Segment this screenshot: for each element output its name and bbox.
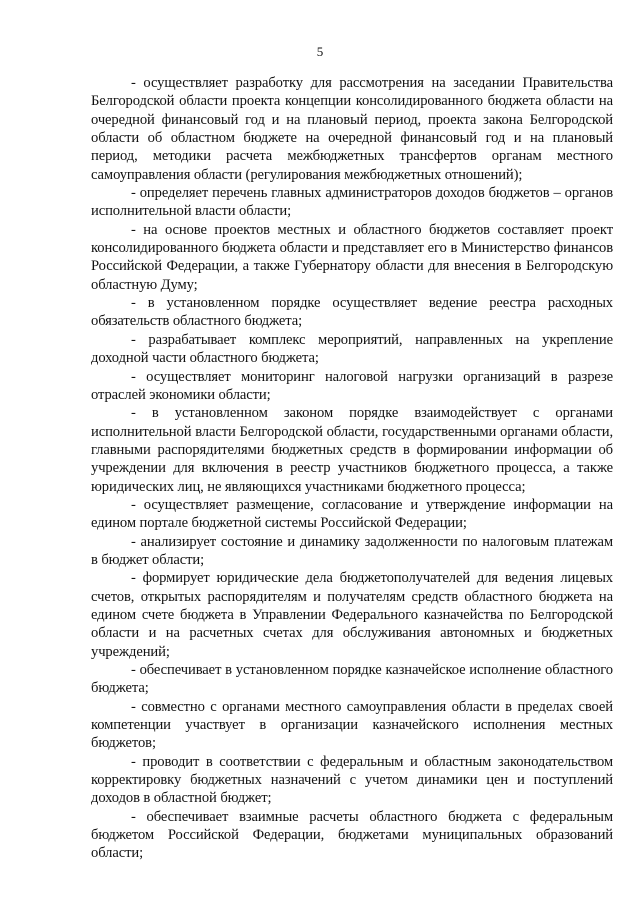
paragraph: - определяет перечень главных администраторов доходов бюджетов – органов исполнительной власти области;: [91, 185, 613, 220]
paragraph: - проводит в соответствии с федеральным и областным законодательством корректировку бюджетных назначений с учетом динамики цен и поступлений доходов в областной бюджет;: [91, 753, 613, 807]
paragraph: - в установленном порядке осуществляет ведение реестра расходных обязательств областного бюджета;: [91, 295, 613, 330]
document-body: [91, 74, 613, 863]
paragraph: - анализирует состояние и динамику задолженности по налоговым платежам в бюджет области;: [91, 533, 613, 568]
paragraph: - в установленном законом порядке взаимодействует с органами исполнительной власти Белгородской области, государственными органами области, главными распорядителями бюджетных средств в формировании информации об учреждении для включения в реестр участников бюджетного процесса, а также юридических лиц, не являющихся участниками бюджетного процесса;: [91, 405, 613, 495]
paragraph: - осуществляет размещение, согласование и утверждение информации на едином портале бюджетной системы Российской Федерации;: [91, 496, 613, 532]
paragraph: - формирует юридические дела бюджетополучателей для ведения лицевых счетов, открытых распорядителям и получателям средств областного бюджета на едином счете бюджета в Управлении Федерального казначейства по Белгородской области и на расчетных счетах для обслуживания автономных и бюджетных учреждений;: [91, 570, 613, 660]
paragraph: - обеспечивает в установленном порядке казначейское исполнение областного бюджета;: [91, 662, 613, 697]
paragraph: - обеспечивает взаимные расчеты областного бюджета с федеральным бюджетом Российской Федерации, бюджетами муниципальных образований области;: [91, 808, 613, 862]
paragraph: - разрабатывает комплекс мероприятий, направленных на укрепление доходной части областного бюджета;: [91, 331, 613, 367]
paragraph: - осуществляет мониторинг налоговой нагрузки организаций в разрезе отраслей экономики области;: [91, 368, 613, 403]
paragraph: - совместно с органами местного самоуправления области в пределах своей компетенции участвует в организации казначейского исполнения местных бюджетов;: [91, 698, 613, 752]
paragraph: - на основе проектов местных и областного бюджетов составляет проект консолидированного бюджета области и представляет его в Министерство финансов Российской Федерации, а также Губернатору области для внесения в Белгородскую областную Думу;: [91, 221, 613, 293]
page-number: 5: [316, 44, 324, 59]
paragraph: - осуществляет разработку для рассмотрения на заседании Правительства Белгородской области проекта концепции консолидированного бюджета области на очередной финансовый год и на плановый период, проекта закона Белгородской области об областном бюджете на очередной финансовый год и на плановый период, методики расчета межбюджетных трансфертов органам местного самоуправления области (регулирования межбюджетных отношений);: [91, 75, 613, 183]
